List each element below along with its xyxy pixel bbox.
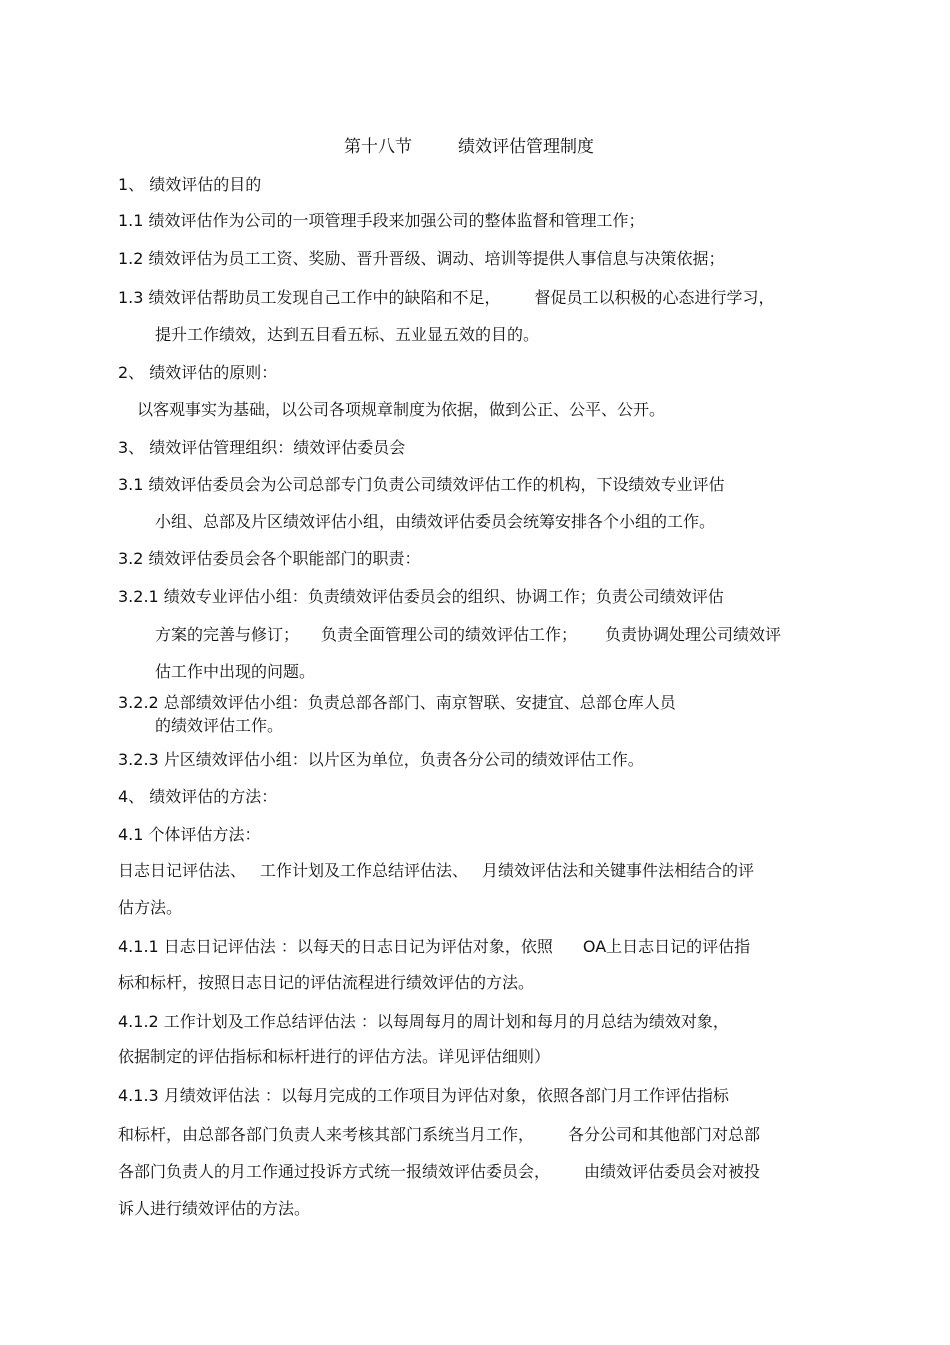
paragraph-2-body: 以客观事实为基础，以公司各项规章制度为依据，做到公正、公平、公开。	[137, 400, 666, 419]
paragraph-4-1-2-line-2: 依据制定的评估指标和标杆进行的评估方法。详见评估细则）	[118, 1047, 551, 1066]
paragraph-1-3-part-2: 督促员工以积极的心态进行学习，	[534, 288, 775, 307]
paragraph-4-1-body-part-3: 月绩效评估法和关键事件法相结合的评	[482, 861, 755, 880]
paragraph-3-2-1-part-1: 方案的完善与修订；	[155, 625, 300, 644]
paragraph-3-2-1-part-3: 负责协调处理公司绩效评	[605, 625, 782, 644]
paragraph-4-1-body-part-1: 日志日记评估法、	[118, 861, 247, 880]
heading-4: 4、 绩效评估的方法：	[118, 787, 278, 806]
paragraph-3-1-line-2: 小组、总部及片区绩效评估小组，由绩效评估委员会统筹安排各个小组的工作。	[155, 512, 716, 531]
paragraph-4-1-1-line-2: 标和标杆，按照日志日记的评估流程进行绩效评估的方法。	[118, 973, 535, 992]
paragraph-4-1-3-line-2-part-2: 各分公司和其他部门对总部	[568, 1125, 761, 1144]
paragraph-3-2-1-line-1: 3.2.1 绩效专业评估小组：负责绩效评估委员会的组织、协调工作；负责公司绩效评估	[118, 587, 724, 606]
paragraph-4-1-1-part-2: OA上日志日记的评估指	[582, 937, 751, 956]
heading-2: 2、 绩效评估的原则：	[118, 363, 278, 382]
paragraph-4-1-body-line-2: 估方法。	[118, 898, 183, 917]
paragraph-4-1-2-line-1: 4.1.2 工作计划及工作总结评估法 ：以每周每月的周计划和每月的月总结为绩效对象，	[118, 1012, 729, 1031]
paragraph-3-2-1-part-2: 负责全面管理公司的绩效评估工作；	[321, 625, 578, 644]
paragraph-4-1-3-line-3-part-1: 各部门负责人的月工作通过投诉方式统一报绩效评估委员会，	[118, 1162, 551, 1181]
paragraph-1-3-line-2: 提升工作绩效，达到五目看五标、五业显五效的目的。	[155, 325, 540, 344]
paragraph-4-1-1-part-1: 4.1.1 日志日记评估法 ：以每天的日志日记为评估对象，依照	[118, 937, 553, 956]
paragraph-3-1-line-1: 3.1 绩效评估委员会为公司总部专门负责公司绩效评估工作的机构，下设绩效专业评估	[118, 475, 725, 494]
paragraph-3-2-2-line-1: 3.2.2 总部绩效评估小组：负责总部各部门、南京智联、安捷宜、总部仓库人员	[118, 693, 676, 712]
paragraph-4-1-body-part-2: 工作计划及工作总结评估法、	[260, 861, 469, 880]
paragraph-3-2-1-line-2	[155, 625, 781, 645]
paragraph-4-1-1-line-1	[118, 937, 750, 957]
paragraph-3-2: 3.2 绩效评估委员会各个职能部门的职责：	[118, 549, 421, 568]
paragraph-4-1-3-line-3	[118, 1162, 760, 1182]
paragraph-4-1-3-line-2-part-1: 和标杆，由总部各部门负责人来考核其部门系统当月工作，	[118, 1125, 535, 1144]
paragraph-4-1-3-line-2	[118, 1125, 760, 1145]
paragraph-3-2-3: 3.2.3 片区绩效评估小组：以片区为单位，负责各分公司的绩效评估工作。	[118, 750, 644, 769]
title-text: 绩效评估管理制度	[458, 137, 594, 157]
paragraph-3-2-2-line-2: 的绩效评估工作。	[155, 716, 284, 735]
paragraph-4-1-body-line-1	[118, 861, 754, 881]
paragraph-3-2-1-line-3: 估工作中出现的问题。	[155, 662, 316, 681]
paragraph-1-1: 1.1 绩效评估作为公司的一项管理手段来加强公司的整体监督和管理工作；	[118, 211, 645, 230]
paragraph-1-2: 1.2 绩效评估为员工工资、奖励、晋升晋级、调动、培训等提供人事信息与决策依据；	[118, 249, 725, 268]
heading-3: 3、 绩效评估管理组织：绩效评估委员会	[118, 438, 406, 457]
paragraph-1-3-part-1: 1.3 绩效评估帮助员工发现自己工作中的缺陷和不足，	[118, 288, 501, 307]
paragraph-4-1-3-line-3-part-2: 由绩效评估委员会对被投	[584, 1162, 761, 1181]
page-title	[344, 137, 594, 157]
title-section-number: 第十八节	[344, 137, 412, 157]
paragraph-4-1-3-line-1: 4.1.3 月绩效评估法 ：以每月完成的工作项目为评估对象，依照各部门月工作评估指标	[118, 1086, 729, 1105]
heading-1: 1、 绩效评估的目的	[118, 175, 262, 194]
paragraph-4-1: 4.1 个体评估方法：	[118, 825, 261, 844]
paragraph-1-3-line-1	[118, 288, 775, 308]
paragraph-4-1-3-line-4: 诉人进行绩效评估的方法。	[118, 1199, 311, 1218]
